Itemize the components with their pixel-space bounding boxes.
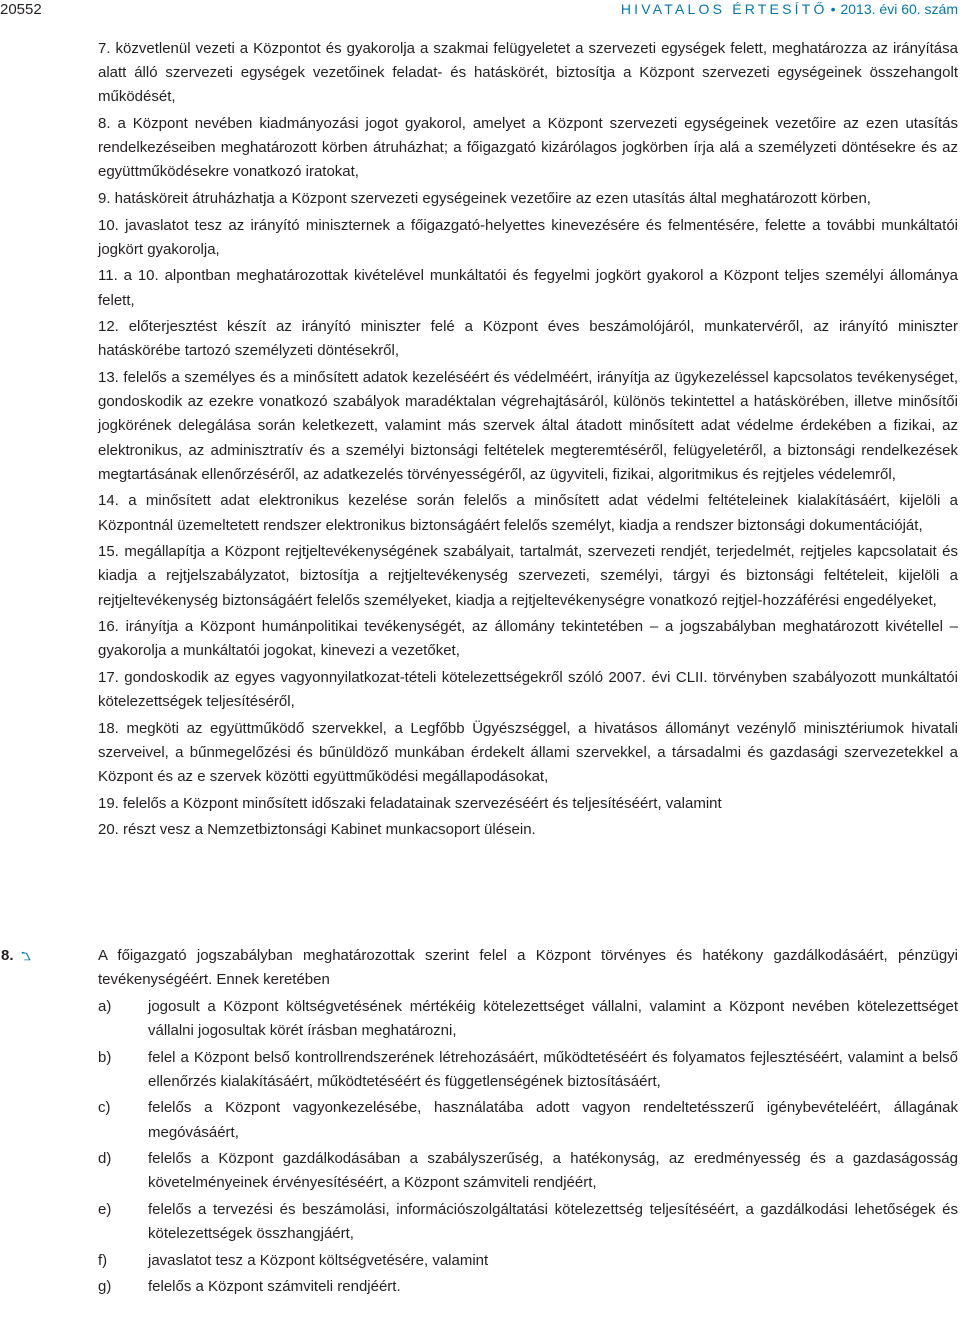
section-8: [0, 944, 958, 1302]
list-item: 16. irányítja a Központ humánpolitikai tevékenységét, az állomány tekintetében – a jogszabályban meghatározott kivétellel – gyakorolja a munkáltatói jogokat, kinevezi a vezetőket,: [98, 618, 958, 660]
list-item: [98, 995, 958, 1043]
page-number: 20552: [0, 1, 42, 18]
list-item: 17. gondoskodik az egyes vagyonnyilatkozat-tételi kötelezettségekről szóló 2007. évi CLII. törvényben szabályozott munkáltatói kötelezettségek teljesítéséről,: [98, 668, 958, 711]
list-item: [98, 1147, 958, 1195]
item-label: e): [98, 1200, 112, 1218]
item-label: g): [98, 1278, 112, 1296]
journal-title: [621, 1, 958, 17]
list-item: 20. részt vesz a Nemzetbiztonsági Kabinet munkacsoport ülésein.: [98, 821, 536, 839]
list-item: [98, 1275, 958, 1299]
list-item: 18. megköti az együttműködő szervekkel, a Legfőbb Ügyészséggel, a hivatásos állományt vezénylő minisztériumok hivatali szerveivel, a bűnmegelőzési és bűnüldöző munkában érdekelt állami szervekkel, a társadalmi és gazdasági szervezetekkel a Központ és az e szervek közötti együttműködési megállapodásokat,: [98, 719, 958, 786]
list-item: [98, 1096, 958, 1144]
item-text: felelős a Központ vagyonkezelésébe, használatába adott vagyon rendeltetésszerű igénybevételéért, állagának megóvásáért,: [148, 1099, 958, 1141]
item-text: jogosult a Központ költségvetésének mértékéig kötelezettséget vállalni, valamint a Központ nevében kötelezettséget vállalni jogosultak körét írásban meghatározni,: [148, 997, 958, 1039]
item-text: felelős a Központ gazdálkodásában a szabályszerűség, a hatékonyság, az eredményesség és a gazdaságosság követelményeinek érvényesítéséért, a Központ számviteli rendjéért,: [148, 1150, 958, 1192]
item-text: felelős a Központ számviteli rendjéért.: [148, 1278, 401, 1296]
item-text: javaslatot tesz a Központ költségvetésére, valamint: [148, 1251, 489, 1269]
item-label: a): [98, 997, 112, 1015]
item-text: felelős a tervezési és beszámolási, információszolgáltatási kötelezettség teljesítéséért, a gazdálkodási lehetőségek és kötelezettségek összhangjáért,: [148, 1200, 958, 1243]
list-item: 19. felelős a Központ minősített időszaki feladatainak szervezéséért és teljesítéséért, valamint: [98, 794, 722, 812]
numbered-list: [98, 37, 958, 845]
journal-name: HIVATALOS ÉRTESÍTŐ: [620, 1, 828, 17]
list-item: 8. a Központ nevében kiadmányozási jogot gyakorol, amelyet a Központ szervezeti egységeinek vezetőire az ezen utasítás rendelkezéseiben meghatározott körben átruházhat; a főigazgató kizárólagos jogkörben írja alá a személyzeti döntésekre és az együttműködésekre vonatkozó iratokat,: [98, 115, 958, 181]
item-text: felel a Központ belső kontrollrendszerének létrehozásáért, működtetéséért és folyamatos fejlesztéséért, valamint a belső ellenőrzés kialakításáért, működtetéséért és függetlenségének biztosításáért,: [148, 1048, 958, 1090]
item-label: c): [98, 1099, 111, 1117]
page-header: [0, 0, 960, 24]
list-item: 14. a minősített adat elektronikus kezelése során felelős a minősített adat védelmi feltételeinek kialakításáért, kijelöli a Központnál üzemeltetett rendszer elektronikus biztonságáért felelős személyt, kiadja a rendszer biztonsági dokumentációját,: [98, 492, 958, 534]
list-item: 9. hatásköreit átruházhatja a Központ szervezeti egységeinek vezetőire az ezen utasítás által meghatározott körben,: [98, 190, 871, 207]
list-item: 15. megállapítja a Központ rejtjeltevékenységének szabályait, tartalmát, szervezeti rendjét, terjedelmét, rejtjeles kapcsolatait és kiadja a rejtjelszabályzatot, biztosítja a rejtjeltevékenység szervezeti, személyi, tárgyi és biztonsági feltételeit, kijelöli a rejtjeltevékenység biztonságáért felelős személyeket, kiadja a rejtjeltevékenységre vonatkozó rejtjel-hozzáférési engedélyeket,: [98, 543, 958, 609]
item-label: f): [98, 1251, 108, 1269]
issue-label: 2013. évi 60. szám: [840, 1, 958, 17]
section-intro: A főigazgató jogszabályban meghatározottak szerint felel a Központ törvényes és hatékony gazdálkodásáért, pénzügyi tevékenységéért. Ennek keretében: [98, 947, 958, 989]
list-item: [98, 1046, 958, 1094]
list-item: 13. felelős a személyes és a minősített adatok kezeléséért és védelméért, irányítja az ügykezeléssel kapcsolatos tevékenységet, gondoskodik az ezekre vonatkozó szabályok maradéktalan végrehajtásáról, különös tekintettel a hatáskörében, illetve minősítői jogkörének delegálása során keletkezett, valamint más szervek által átadott minősített adat védelme érdekében a fizikai, az elektronikus, az adminisztratív és a személyi biztonsági feltételek megteremtéséről, felügyeletéről, a biztonsági rendelkezések megtartásának ellenőrzéséről, az adatkezelés törvényességéről, az ügyviteli, fizikai, algoritmikus és rejtjeles védelemről,: [98, 368, 958, 483]
section-number: 8.: [1, 947, 14, 964]
item-label: b): [98, 1048, 112, 1066]
section-sign-link-icon[interactable]: [20, 951, 31, 961]
item-label: d): [98, 1150, 112, 1168]
list-item: 10. javaslatot tesz az irányító miniszternek a főigazgató-helyettes kinevezésére és felmentésére, felette a további munkáltatói jogkört gyakorolja,: [98, 216, 958, 258]
list-item: [98, 1249, 958, 1273]
list-item: 7. közvetlenül vezeti a Központot és gyakorolja a szakmai felügyeletet a szervezeti egységek felett, meghatározza az irányítása alatt álló szervezeti egységek vezetőinek feladat- és hatáskörét, biztosítja a Központ szervezeti egységeinek összehangolt működését,: [98, 40, 958, 106]
bullet-separator-icon: •: [830, 1, 836, 17]
section-body: [98, 944, 958, 1300]
list-item: 12. előterjesztést készít az irányító miniszter felé a Központ éves beszámolójáról, munkatervéről, az irányító miniszter hatáskörébe tartozó személyzeti döntésekről,: [98, 318, 958, 360]
list-item: [98, 1198, 958, 1246]
list-item: 11. a 10. alpontban meghatározottak kivételével munkáltatói és fegyelmi jogkört gyakorol a Központ teljes személyi állománya felett,: [98, 267, 958, 309]
